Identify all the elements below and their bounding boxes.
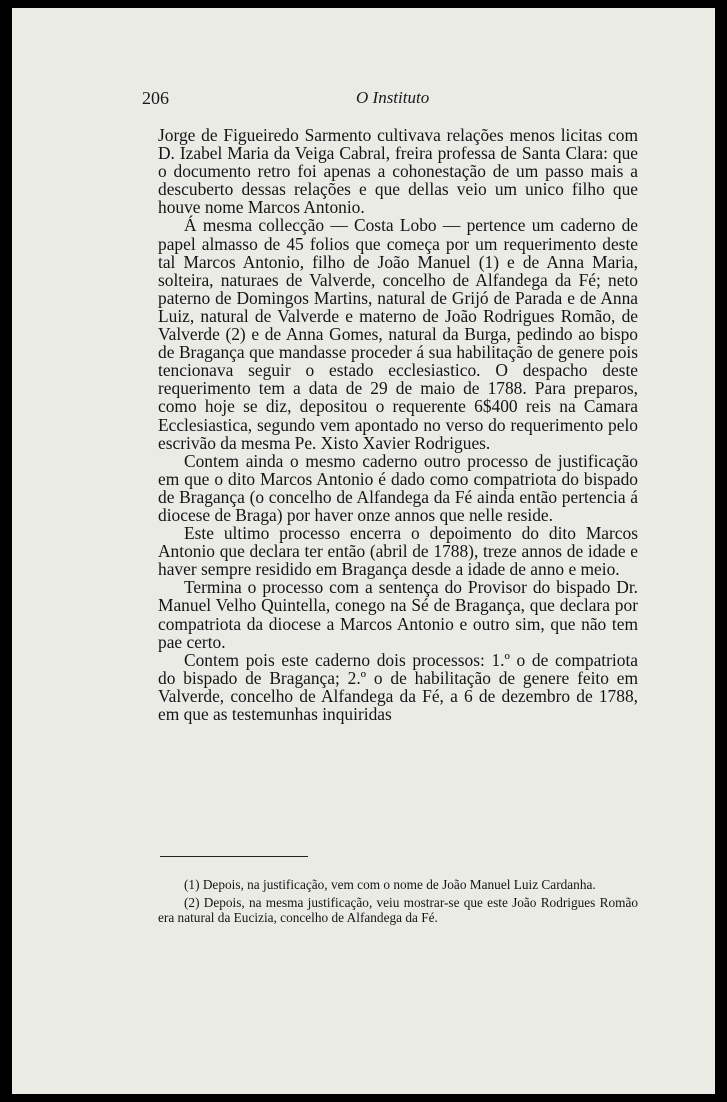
footnotes bbox=[158, 878, 638, 929]
paragraph-2: Á mesma collecção — Costa Lobo — pertence um caderno de papel almasso de 45 folios que começa por um requerimento deste tal Marcos Antonio, filho de João Manuel (1) e de Anna Maria, solteira, naturaes de Valverde, concelho de Alfandega da Fé; neto paterno de Domingos Martins, natural de Grijó de Parada e de Anna Luiz, natural de Valverde e materno de João Rodrigues Romão, de Valverde (2) e de Anna Gomes, natural da Burga, pedindo ao bispo de Bragança que mandasse proceder á sua habilitação de genere pois tencionava seguir o estado ecclesiastico. O despacho deste requerimento tem a data de 29 de maio de 1788. Para preparos, como hoje se diz, depositou o requerente 6$400 reis na Camara Ecclesiastica, segundo vem apontado no verso do requerimento pelo escrivão da mesma Pe. Xisto Xavier Rodrigues. bbox=[158, 215, 638, 453]
paragraph-5: Termina o processo com a sentença do Provisor do bispado Dr. Manuel Velho Quintella, conego na Sé de Bragança, que declara por compatriota da diocese a Marcos Antonio e outro sim, que não tem pae certo. bbox=[158, 577, 638, 652]
book-page bbox=[12, 8, 715, 1094]
footnote-1: (1) Depois, na justificação, vem com o nome de João Manuel Luiz Cardanha. bbox=[184, 877, 596, 892]
page-number: 206 bbox=[142, 88, 169, 108]
footnote-2: (2) Depois, na mesma justificação, veiu mostrar-se que este João Rodrigues Romão era natural da Eucizia, concelho de Alfandega da Fé. bbox=[158, 895, 638, 925]
footnote-divider bbox=[160, 856, 308, 857]
body-text bbox=[158, 126, 638, 723]
paragraph-1: Jorge de Figueiredo Sarmento cultivava relações menos licitas com D. Izabel Maria da Veiga Cabral, freira professa de Santa Clara: que o documento retro foi apenas a cohonestação de um passo mais a descuberto dessas relações e que dellas veio um unico filho que houve nome Marcos Antonio. bbox=[158, 125, 638, 218]
running-title: O Instituto bbox=[356, 88, 430, 107]
paragraph-6: Contem pois este caderno dois processos: 1.º o de compatriota do bispado de Bragança; 2.º o de habilitação de genere feito em Valverde, concelho de Alfandega da Fé, a 6 de dezembro de 1788, em que as testemunhas inquiridas bbox=[158, 649, 638, 724]
paragraph-4: Este ultimo processo encerra o depoimento do dito Marcos Antonio que declara ter então (abril de 1788), treze annos de idade e haver sempre residido em Bragança desde a idade de anno e meio. bbox=[158, 523, 638, 580]
page-header bbox=[12, 88, 715, 112]
paragraph-3: Contem ainda o mesmo caderno outro processo de justificação em que o dito Marcos Antonio é dado como compatriota do bispado de Bragança (o concelho de Alfandega da Fé ainda então pertencia á diocese de Braga) por haver onze annos que nelle reside. bbox=[158, 450, 638, 525]
